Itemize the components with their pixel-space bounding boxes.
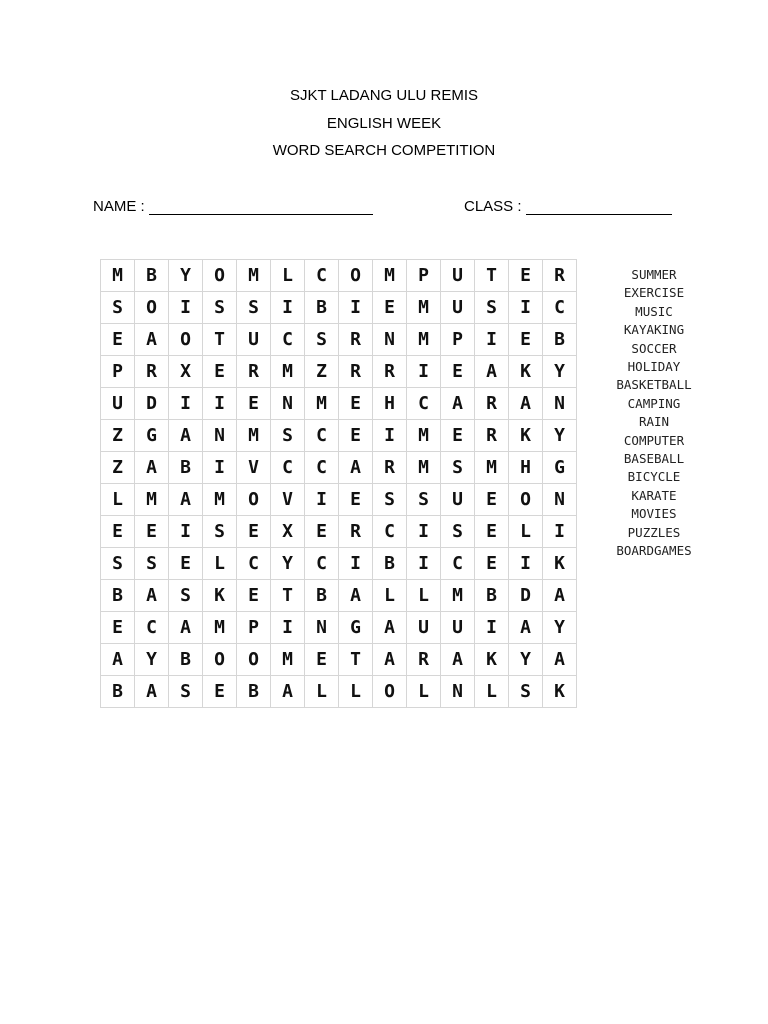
grid-letter-cell[interactable]: O [509,484,543,516]
grid-letter-cell[interactable]: I [509,548,543,580]
grid-letter-cell[interactable]: A [509,388,543,420]
grid-letter-cell[interactable]: C [373,516,407,548]
grid-letter-cell[interactable]: Y [135,644,169,676]
grid-row [101,324,577,356]
word-list-item: BASEBALL [623,451,685,467]
grid-letter-cell[interactable]: C [305,548,339,580]
grid-letter-cell[interactable]: R [339,516,373,548]
grid-letter-cell[interactable]: B [101,676,135,708]
grid-letter-cell[interactable]: E [475,484,509,516]
grid-letter-cell[interactable]: Y [509,644,543,676]
grid-letter-cell[interactable]: M [373,260,407,292]
grid-row [101,612,577,644]
grid-letter-cell[interactable]: I [543,516,577,548]
grid-letter-cell[interactable]: U [237,324,271,356]
grid-letter-cell[interactable]: E [441,420,475,452]
word-list-item: HOLIDAY [627,359,681,375]
grid-letter-cell[interactable]: K [475,644,509,676]
grid-letter-cell[interactable]: E [101,612,135,644]
grid-letter-cell[interactable]: E [339,388,373,420]
grid-letter-cell[interactable]: E [237,516,271,548]
class-field [464,198,672,215]
grid-row [101,548,577,580]
grid-letter-cell[interactable]: A [101,644,135,676]
grid-row [101,644,577,676]
grid-letter-cell[interactable]: I [475,612,509,644]
word-list-item: COMPUTER [623,432,685,448]
word-list-item: BICYCLE [627,469,681,485]
grid-letter-cell[interactable]: G [339,612,373,644]
grid-letter-cell[interactable]: E [475,516,509,548]
grid-letter-cell[interactable]: E [237,580,271,612]
grid-letter-cell[interactable]: M [101,260,135,292]
grid-letter-cell[interactable]: A [441,388,475,420]
grid-letter-cell[interactable]: C [407,388,441,420]
grid-letter-cell[interactable]: M [237,260,271,292]
word-search-grid [100,259,577,708]
grid-letter-cell[interactable]: M [271,644,305,676]
grid-letter-cell[interactable]: C [271,452,305,484]
name-field [93,198,373,215]
grid-letter-cell[interactable]: I [305,484,339,516]
grid-letter-cell[interactable]: S [203,516,237,548]
grid-letter-cell[interactable]: A [543,580,577,612]
grid-letter-cell[interactable]: E [373,292,407,324]
grid-letter-cell[interactable]: R [373,356,407,388]
grid-letter-cell[interactable]: U [441,292,475,324]
grid-letter-cell[interactable]: M [475,452,509,484]
grid-letter-cell[interactable]: Y [543,356,577,388]
grid-letter-cell[interactable]: N [373,324,407,356]
grid-letter-cell[interactable]: U [441,484,475,516]
grid-letter-cell[interactable]: E [339,420,373,452]
grid-letter-cell[interactable]: C [135,612,169,644]
grid-letter-cell[interactable]: T [271,580,305,612]
class-blank-line[interactable] [526,200,672,215]
grid-letter-cell[interactable]: I [203,452,237,484]
grid-letter-cell[interactable]: E [169,548,203,580]
grid-letter-cell[interactable]: A [543,644,577,676]
word-list-item: KAYAKING [623,322,685,338]
grid-letter-cell[interactable]: M [203,612,237,644]
grid-letter-cell[interactable]: V [237,452,271,484]
grid-letter-cell[interactable]: K [509,356,543,388]
grid-letter-cell[interactable]: E [509,260,543,292]
grid-row [101,676,577,708]
grid-letter-cell[interactable]: I [509,292,543,324]
grid-letter-cell[interactable]: H [373,388,407,420]
grid-letter-cell[interactable]: L [271,260,305,292]
word-list-item: BASKETBALL [616,377,692,393]
grid-letter-cell[interactable]: E [441,356,475,388]
grid-row [101,260,577,292]
grid-letter-cell[interactable]: A [373,644,407,676]
grid-letter-cell[interactable]: E [101,324,135,356]
word-list-item: SUMMER [631,267,677,282]
grid-letter-cell[interactable]: C [305,452,339,484]
grid-letter-cell[interactable]: B [305,580,339,612]
grid-letter-cell[interactable]: S [169,676,203,708]
word-list-item: MOVIES [631,506,677,522]
grid-letter-cell[interactable]: L [407,580,441,612]
grid-letter-cell[interactable]: Z [101,452,135,484]
grid-letter-cell[interactable]: P [237,612,271,644]
grid-row [101,388,577,420]
grid-letter-cell[interactable]: R [237,356,271,388]
grid-letter-cell[interactable]: B [373,548,407,580]
grid-letter-cell[interactable]: R [339,356,373,388]
grid-letter-cell[interactable]: N [543,484,577,516]
grid-letter-cell[interactable]: Y [271,548,305,580]
grid-letter-cell[interactable]: I [407,516,441,548]
grid-letter-cell[interactable]: C [305,420,339,452]
grid-letter-cell[interactable]: O [237,484,271,516]
grid-letter-cell[interactable]: I [407,356,441,388]
grid-letter-cell[interactable]: I [407,548,441,580]
grid-letter-cell[interactable]: P [101,356,135,388]
grid-letter-cell[interactable]: B [135,260,169,292]
grid-letter-cell[interactable]: E [101,516,135,548]
grid-row [101,420,577,452]
grid-letter-cell[interactable]: A [135,324,169,356]
grid-letter-cell[interactable]: Y [169,260,203,292]
grid-letter-cell[interactable]: K [203,580,237,612]
grid-letter-cell[interactable]: I [169,516,203,548]
grid-letter-cell[interactable]: M [407,292,441,324]
grid-letter-cell[interactable]: A [441,644,475,676]
grid-letter-cell[interactable]: A [509,612,543,644]
grid-letter-cell[interactable]: L [407,676,441,708]
grid-letter-cell[interactable]: N [271,388,305,420]
grid-letter-cell[interactable]: S [203,292,237,324]
page-title: WORD SEARCH COMPETITION [272,142,496,159]
grid-row [101,516,577,548]
school-name: SJKT LADANG ULU REMIS [289,87,479,104]
grid-letter-cell[interactable]: A [135,580,169,612]
grid-letter-cell[interactable]: S [407,484,441,516]
grid-letter-cell[interactable]: G [543,452,577,484]
word-list-item: KARATE [631,487,677,503]
grid-letter-cell[interactable]: O [203,644,237,676]
grid-letter-cell[interactable]: K [543,548,577,580]
grid-letter-cell[interactable]: R [407,644,441,676]
grid-letter-cell[interactable]: C [271,324,305,356]
grid-letter-cell[interactable]: I [475,324,509,356]
grid-letter-cell[interactable]: S [169,580,203,612]
grid-letter-cell[interactable]: N [543,388,577,420]
grid-letter-cell[interactable]: A [169,484,203,516]
name-label: NAME : [93,198,145,215]
grid-letter-cell[interactable]: S [441,452,475,484]
grid-letter-cell[interactable]: B [169,644,203,676]
grid-letter-cell[interactable]: I [271,612,305,644]
word-list-item: CAMPING [627,395,681,411]
grid-letter-cell[interactable]: P [441,324,475,356]
grid-letter-cell[interactable]: Z [305,356,339,388]
grid-letter-cell[interactable]: I [203,388,237,420]
grid-letter-cell[interactable]: I [373,420,407,452]
class-label: CLASS : [464,198,522,215]
grid-letter-cell[interactable]: A [135,676,169,708]
grid-letter-cell[interactable]: O [339,260,373,292]
grid-letter-cell[interactable]: M [407,452,441,484]
grid-letter-cell[interactable]: M [407,324,441,356]
grid-letter-cell[interactable]: E [237,388,271,420]
grid-letter-cell[interactable]: O [373,676,407,708]
grid-letter-cell[interactable]: O [237,644,271,676]
grid-letter-cell[interactable]: N [305,612,339,644]
grid-letter-cell[interactable]: D [135,388,169,420]
grid-letter-cell[interactable]: M [237,420,271,452]
grid-letter-cell[interactable]: E [305,516,339,548]
grid-letter-cell[interactable]: S [509,676,543,708]
grid-letter-cell[interactable]: S [441,516,475,548]
grid-letter-cell[interactable]: M [271,356,305,388]
grid-letter-cell[interactable]: X [271,516,305,548]
grid-letter-cell[interactable]: I [169,292,203,324]
word-list-item: MUSIC [635,303,673,319]
grid-letter-cell[interactable]: B [305,292,339,324]
grid-letter-cell[interactable]: M [407,420,441,452]
grid-letter-cell[interactable]: B [237,676,271,708]
grid-letter-cell[interactable]: S [237,292,271,324]
grid-letter-cell[interactable]: A [339,452,373,484]
grid-letter-cell[interactable]: S [101,292,135,324]
grid-letter-cell[interactable]: A [169,420,203,452]
grid-letter-cell[interactable]: B [543,324,577,356]
grid-letter-cell[interactable]: G [135,420,169,452]
word-list [608,266,700,561]
grid-letter-cell[interactable]: K [543,676,577,708]
grid-letter-cell[interactable]: C [237,548,271,580]
grid-row [101,292,577,324]
grid-letter-cell[interactable]: S [135,548,169,580]
grid-letter-cell[interactable]: A [373,612,407,644]
grid-letter-cell[interactable]: R [135,356,169,388]
grid-letter-cell[interactable]: Z [101,420,135,452]
grid-letter-cell[interactable]: L [373,580,407,612]
grid-letter-cell[interactable]: E [203,356,237,388]
grid-letter-cell[interactable]: T [475,260,509,292]
grid-letter-cell[interactable]: A [339,580,373,612]
grid-letter-cell[interactable]: N [203,420,237,452]
grid-row [101,484,577,516]
grid-letter-cell[interactable]: E [305,644,339,676]
grid-letter-cell[interactable]: U [407,612,441,644]
grid-row [101,452,577,484]
grid-letter-cell[interactable]: A [271,676,305,708]
grid-letter-cell[interactable]: V [271,484,305,516]
grid-letter-cell[interactable]: I [339,548,373,580]
grid-letter-cell[interactable]: R [543,260,577,292]
grid-letter-cell[interactable]: U [101,388,135,420]
grid-letter-cell[interactable]: R [475,388,509,420]
grid-letter-cell[interactable]: L [475,676,509,708]
grid-letter-cell[interactable]: A [169,612,203,644]
grid-letter-cell[interactable]: E [135,516,169,548]
grid-letter-cell[interactable]: N [441,676,475,708]
grid-letter-cell[interactable]: U [441,260,475,292]
grid-letter-cell[interactable]: S [305,324,339,356]
grid-letter-cell[interactable]: S [271,420,305,452]
grid-letter-cell[interactable]: R [373,452,407,484]
grid-row [101,580,577,612]
grid-letter-cell[interactable]: T [203,324,237,356]
grid-letter-cell[interactable]: K [509,420,543,452]
grid-letter-cell[interactable]: I [169,388,203,420]
grid-letter-cell[interactable]: L [203,548,237,580]
grid-letter-cell[interactable]: L [339,676,373,708]
grid-letter-cell[interactable]: I [271,292,305,324]
grid-letter-cell[interactable]: O [203,260,237,292]
grid-letter-cell[interactable]: B [475,580,509,612]
grid-letter-cell[interactable]: I [339,292,373,324]
word-list-item: EXERCISE [623,285,685,301]
grid-letter-cell[interactable]: R [475,420,509,452]
grid-letter-cell[interactable]: C [441,548,475,580]
word-list-item: SOCCER [631,340,677,356]
event-name: ENGLISH WEEK [326,115,442,132]
grid-letter-cell[interactable]: T [339,644,373,676]
grid-letter-cell[interactable]: Y [543,420,577,452]
grid-letter-cell[interactable]: A [135,452,169,484]
grid-letter-cell[interactable]: M [305,388,339,420]
grid-letter-cell[interactable]: B [169,452,203,484]
grid-letter-cell[interactable]: R [339,324,373,356]
word-list-item: BOARDGAMES [616,543,692,559]
grid-letter-cell[interactable]: P [407,260,441,292]
grid-row [101,356,577,388]
name-blank-line[interactable] [149,200,373,215]
word-list-item: RAIN [638,414,670,430]
grid-letter-cell[interactable]: U [441,612,475,644]
grid-letter-cell[interactable]: S [475,292,509,324]
grid-letter-cell[interactable]: X [169,356,203,388]
grid-letter-cell[interactable]: C [305,260,339,292]
grid-letter-cell[interactable]: O [169,324,203,356]
grid-letter-cell[interactable]: E [339,484,373,516]
grid-letter-cell[interactable]: E [509,324,543,356]
grid-letter-cell[interactable]: H [509,452,543,484]
grid-letter-cell[interactable]: S [101,548,135,580]
grid-letter-cell[interactable]: L [509,516,543,548]
grid-letter-cell[interactable]: B [101,580,135,612]
grid-letter-cell[interactable]: O [135,292,169,324]
grid-letter-cell[interactable]: A [475,356,509,388]
grid-letter-cell[interactable]: Y [543,612,577,644]
grid-letter-cell[interactable]: L [305,676,339,708]
grid-letter-cell[interactable]: D [509,580,543,612]
grid-letter-cell[interactable]: M [203,484,237,516]
word-list-item: PUZZLES [627,524,681,540]
grid-letter-cell[interactable]: C [543,292,577,324]
grid-letter-cell[interactable]: E [475,548,509,580]
grid-letter-cell[interactable]: L [101,484,135,516]
grid-letter-cell[interactable]: M [135,484,169,516]
grid-letter-cell[interactable]: M [441,580,475,612]
grid-letter-cell[interactable]: E [203,676,237,708]
grid-letter-cell[interactable]: S [373,484,407,516]
